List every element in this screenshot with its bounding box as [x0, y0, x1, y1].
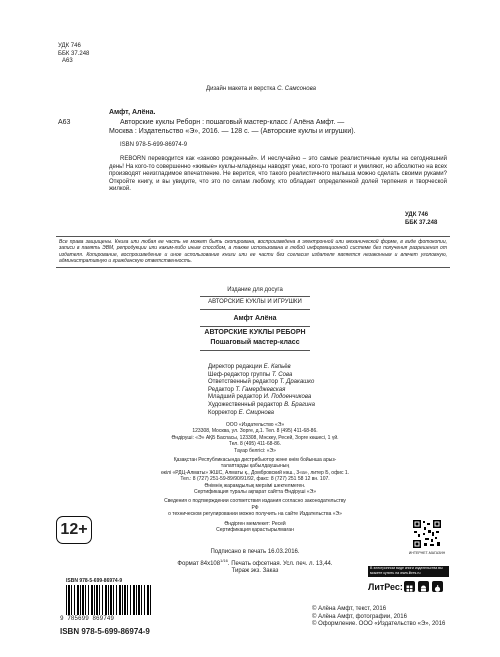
title-rule-top	[200, 326, 310, 327]
catalog-title-line2: Москва : Издательство «Э», 2016. — 128 с. — (Авторские куклы и игрушки).	[109, 128, 356, 135]
publisher-line: Тел.: 8 (727) 251-59-89/90/91/92, факс: 8 (727) 251 58 12 вн. 107.	[180, 476, 330, 483]
staff-row: Корректор Е. Смирнова	[208, 409, 274, 416]
book-title: АВТОРСКИЕ КУКЛЫ РЕБОРН	[204, 329, 306, 336]
publisher-line: Өнімнің жарамдылық мерзімі шектелмеген.	[204, 482, 306, 489]
android-icon[interactable]	[418, 581, 429, 592]
staff-row: Редактор Т. Гамерджевская	[208, 386, 286, 393]
barcode-bars	[66, 585, 152, 615]
print-format: Формат $84x108^{1/16}$. Печать офсетная. Усл. печ. л. 13,44.	[177, 557, 333, 567]
staff-row: Директор редакции Е. Капьёв	[208, 364, 291, 370]
publisher-block	[160, 422, 350, 534]
catalog-classification	[405, 212, 437, 227]
publisher-line: Тел. 8 (495) 411-68-86.	[228, 441, 282, 448]
publisher-line: 123308, Москва, ул. Зорге, д.1. Тел. 8 (495) 411-68-86.	[192, 428, 318, 435]
catalog-bbk: ББК 37.248	[405, 219, 438, 226]
rights-notice: Все права защищены. Книга или любая ее часть не может быть скопирована, воспроизведена в электронной или механической форме, в виде фотокопии, записи в память ЭВМ, репродукции или каким-либо иным способом, а также использована в любой информационной системе без получения разрешения от издателя. Копирование, воспроизведение и иное использование книги или ее части без согласия издателя является незаконным и влечет уголовную, административную и гражданскую ответственность.	[56, 236, 450, 268]
udk-code: УДК 746	[58, 43, 81, 49]
litres-logo[interactable]: ЛитРес:	[368, 582, 403, 592]
catalog-annotation: REBORN переводится как «заново рожденный». И неслучайно – это самые реалистичные куклы на сегодняшний день! На кого-то совершенно «живые» куклы-младенцы наводят ужас, кого-то трогают и умиляют, но абсолютно на всех производят неизгладимое впечатление. Не верится, что такого реалистичного малыша можно сделать своими руками? Откройте книгу, и вы увидите, что это по силам любому, кто обладает определенной долей терпения и творческой жилкой.	[109, 156, 447, 193]
copyright-block	[312, 606, 445, 629]
publisher-line: өкілі «РДЦ-Алматы» ЖШС, Алматы қ., Домбровский көш., 3«а», литер Б, офис 1.	[160, 469, 350, 476]
barcode-isbn-small: ISBN 978-5-699-86974-9	[66, 578, 123, 584]
ebook-store-banner[interactable]: В электронном виде книги издательства вы можете купить на www.litres.ru	[368, 566, 449, 577]
copyright-line: © Оформление. ООО «Издательство «Э», 2016	[312, 621, 446, 628]
staff-row: Художественный редактор В. Брагина	[208, 401, 315, 408]
catalog-mark: А63	[58, 119, 71, 126]
publisher-line: Тауар белгісі: «Э»	[234, 447, 276, 454]
staff-row: Младший редактор И. Подоенчикова	[208, 394, 312, 401]
catalog-author-heading: Амфт, Алёна.	[109, 109, 156, 116]
print-info	[170, 549, 340, 576]
publisher-line: Сертификация қарастырылмаған	[216, 527, 294, 534]
bbk-code: ББК 37.248	[58, 50, 90, 57]
author-name: Амфт Алёна	[233, 315, 277, 322]
barcode-digits: 9 785699 869749	[60, 615, 115, 622]
publisher-line: Өндіруші: «Э» АҚБ Баспасы, 123308, Мәскеу, Ресей, Зорге көшесі, 1 үй.	[171, 434, 339, 441]
classification	[58, 43, 89, 66]
staff-row: Шеф-редактор группы Т. Сова	[208, 371, 293, 378]
copyright-line: © Алёна Амфт, фотографии, 2016	[312, 613, 407, 620]
publisher-line: Өндірген мемлекет: Ресей	[224, 520, 286, 527]
catalog-isbn: ISBN 978-5-699-86974-9	[120, 142, 188, 148]
publisher-line: ООО «Издательство «Э»	[225, 422, 285, 428]
publisher-line: Сертификация туралы ақпарат сайтта Өндіруші «Э»	[193, 489, 317, 496]
age-rating-badge: 12+	[56, 516, 92, 544]
windows-store-icon[interactable]	[404, 581, 415, 592]
print-tirazh: Тираж экз. Заказ	[231, 568, 279, 575]
catalog-title-line1: Авторские куклы Реборн : пошаговый мастер-класс / Алёна Амфт. —	[120, 119, 345, 126]
qr-code-icon	[412, 519, 442, 549]
copyright-line: © Алёна Амфт, текст, 2016	[312, 606, 387, 612]
series-name: АВТОРСКИЕ КУКЛЫ И ИГРУШКИ	[208, 299, 302, 305]
apple-icon[interactable]	[432, 581, 443, 592]
design-credit	[206, 86, 316, 94]
design-credit-name: С. Самсонова	[277, 86, 316, 92]
publisher-line: о техническом регулировании можно получить на сайте Издательства «Э»	[168, 511, 342, 518]
qr-caption: ИНТЕРНЕТ-МАГАЗИН	[408, 551, 446, 555]
author-mark: А63	[62, 58, 73, 65]
staff-list	[208, 364, 315, 417]
catalog-udk: УДК 746	[405, 212, 429, 218]
title-rule-bottom	[200, 350, 310, 351]
print-signed: Подписано в печать 16.03.2016.	[210, 549, 300, 555]
barcode-isbn-big: ISBN 978-5-699-86974-9	[60, 627, 150, 636]
series-rule-bottom	[200, 309, 310, 310]
publisher-line: Қазақстан Республикасында дистрибьютор және өнім бойынша арыз-талаптарды қабылдаушының	[173, 457, 337, 470]
edition-type: Издание для досуга	[227, 287, 283, 293]
publisher-line: Сведения о подтверждении соответствия издания согласно законодательству РФ	[164, 498, 346, 511]
book-subtitle: Пошаговый мастер-класс	[210, 339, 300, 346]
design-credit-label: Дизайн макета и верстка	[206, 86, 276, 92]
series-rule-top	[200, 296, 310, 297]
qr-code[interactable]	[412, 519, 442, 549]
staff-row: Ответственный редактор Т. Дракашко	[208, 379, 315, 386]
